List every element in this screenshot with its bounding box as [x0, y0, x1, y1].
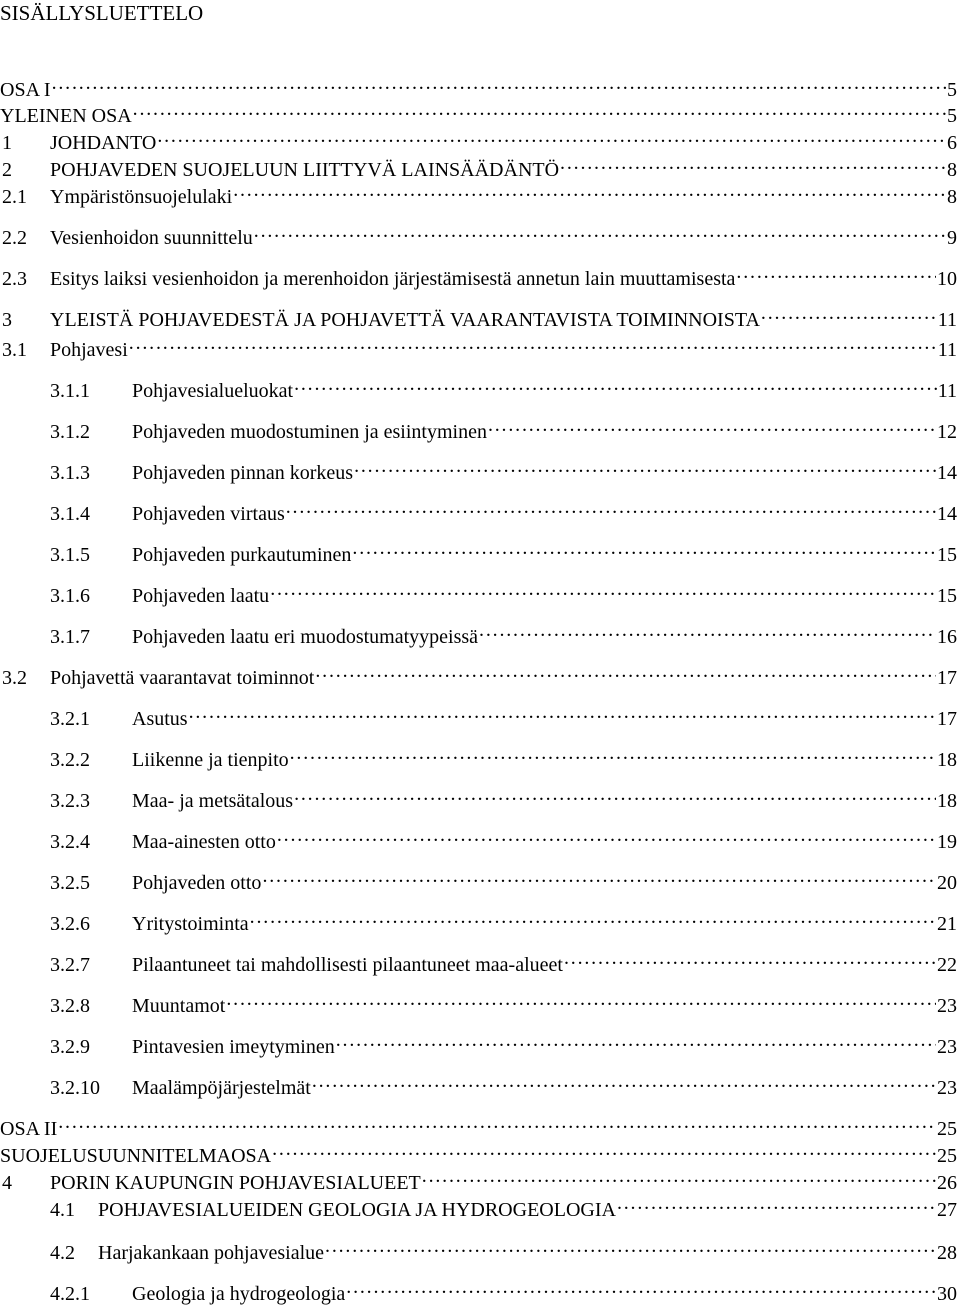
toc-dot-leader — [422, 1163, 936, 1189]
toc-entry-page: 15 — [937, 585, 957, 607]
toc-entry-number: 3.1.5 — [50, 544, 90, 566]
toc-entry-page: 19 — [937, 831, 957, 853]
toc-entry[interactable] — [0, 1027, 957, 1058]
toc-entry-page: 11 — [937, 339, 957, 361]
toc-entry-number: 4.1 — [50, 1199, 75, 1221]
toc-entry-page: 25 — [937, 1145, 957, 1167]
toc-entry[interactable] — [0, 863, 957, 894]
toc-dot-leader — [233, 177, 946, 203]
toc-dot-leader — [315, 658, 936, 684]
toc-entry[interactable] — [0, 699, 957, 730]
toc-entry-title: POHJAVESIALUEIDEN GEOLOGIA JA HYDROGEOLOGIA — [98, 1199, 616, 1221]
toc-entry-number: 3.2.3 — [50, 790, 90, 812]
toc-entry-number: 1 — [2, 132, 12, 154]
toc-dot-leader — [294, 781, 936, 807]
toc-entry-title: Pilaantuneet tai mahdollisesti pilaantuneet maa-alueet — [132, 954, 563, 976]
toc-entry-page: 22 — [937, 954, 957, 976]
toc-entry-page: 26 — [937, 1172, 957, 1194]
toc-dot-leader — [133, 96, 946, 122]
toc-entry-title: Pohjaveden pinnan korkeus — [132, 462, 354, 484]
toc-entry-title: Yritystoiminta — [132, 913, 249, 935]
toc-entry[interactable] — [0, 986, 957, 1017]
toc-entry-number: 3.2.9 — [50, 1036, 90, 1058]
toc-dot-leader — [346, 1274, 936, 1300]
toc-dot-leader — [352, 535, 936, 561]
toc-entry-page: 20 — [937, 872, 957, 894]
toc-entry-title: Pohjavettä vaarantavat toiminnot — [50, 667, 315, 689]
toc-entry-number: 3 — [2, 309, 12, 331]
toc-entry[interactable] — [0, 1163, 957, 1194]
toc-entry-number: 3.2.10 — [50, 1077, 100, 1099]
toc-dot-leader — [617, 1190, 936, 1216]
toc-entry-number: 3.2.5 — [50, 872, 90, 894]
toc-entry-page: 15 — [937, 544, 957, 566]
toc-entry[interactable] — [0, 740, 957, 771]
toc-entry[interactable] — [0, 123, 957, 154]
toc-entry[interactable] — [0, 330, 957, 361]
toc-entry-page: 14 — [937, 503, 957, 525]
toc-entry-title: Pohjaveden otto — [132, 872, 262, 894]
toc-entry[interactable] — [0, 300, 957, 331]
toc-dot-leader — [325, 1233, 936, 1259]
toc-dot-leader — [157, 123, 946, 149]
toc-entry-title: Maa- ja metsätalous — [132, 790, 294, 812]
toc-entry-title: POHJAVEDEN SUOJELUUN LIITTYVÄ LAINSÄÄDÄNTÖ — [50, 159, 560, 181]
toc-dot-leader — [294, 371, 937, 397]
toc-entry-page: 30 — [937, 1283, 957, 1305]
toc-entry-page: 23 — [937, 995, 957, 1017]
toc-entry-title: PORIN KAUPUNGIN POHJAVESIALUEET — [50, 1172, 421, 1194]
toc-title: SISÄLLYSLUETTELO — [0, 1, 204, 25]
toc-dot-leader — [250, 904, 936, 930]
toc-entry-page: 5 — [947, 105, 957, 127]
toc-entry[interactable] — [0, 1274, 957, 1305]
toc-entry-title: Pintavesien imeytyminen — [132, 1036, 335, 1058]
toc-entry-number: 3.2.6 — [50, 913, 90, 935]
toc-entry[interactable] — [0, 1233, 957, 1264]
toc-entry-title: YLEISTÄ POHJAVEDESTÄ JA POHJAVETTÄ VAARANTAVISTA TOIMINNOISTA — [50, 309, 760, 331]
toc-dot-leader — [560, 150, 946, 176]
toc-entry-page: 10 — [937, 268, 957, 290]
toc-entry[interactable] — [0, 177, 957, 208]
toc-entry-number: 3.1.1 — [50, 380, 90, 402]
toc-entry-title: Liikenne ja tienpito — [132, 749, 289, 771]
toc-entry-title: OSA II — [0, 1118, 58, 1140]
toc-entry-page: 21 — [937, 913, 957, 935]
toc-dot-leader — [312, 1068, 936, 1094]
toc-entry-number: 2.1 — [2, 186, 27, 208]
toc-entry[interactable] — [0, 945, 957, 976]
toc-entry-number: 4.2 — [50, 1242, 75, 1264]
toc-dot-leader — [277, 822, 936, 848]
toc-entry-page: 9 — [947, 227, 957, 249]
toc-entry-page: 11 — [937, 309, 957, 331]
toc-entry-page: 18 — [937, 749, 957, 771]
toc-entry-number: 3.2.4 — [50, 831, 90, 853]
toc-entry-title: Esitys laiksi vesienhoidon ja merenhoidon järjestämisestä annetun lain muuttamisesta — [50, 268, 736, 290]
toc-entry[interactable] — [0, 494, 957, 525]
toc-entry-number: 3.1 — [2, 339, 27, 361]
toc-entry[interactable] — [0, 822, 957, 853]
toc-dot-leader — [479, 617, 936, 643]
toc-entry[interactable] — [0, 218, 957, 249]
toc-dot-leader — [336, 1027, 936, 1053]
toc-entry[interactable] — [0, 617, 957, 648]
toc-entry-page: 28 — [937, 1242, 957, 1264]
toc-entry[interactable] — [0, 904, 957, 935]
toc-entry-page: 27 — [937, 1199, 957, 1221]
toc-entry-number: 3.2.7 — [50, 954, 90, 976]
toc-entry[interactable] — [0, 1190, 957, 1221]
toc-dot-leader — [761, 300, 937, 326]
toc-entry-title: SUOJELUSUUNNITELMAOSA — [0, 1145, 272, 1167]
toc-entry-title: Pohjaveden purkautuminen — [132, 544, 352, 566]
toc-entry-number: 3.1.6 — [50, 585, 90, 607]
toc-entry[interactable] — [0, 781, 957, 812]
toc-entry-number: 3.2.2 — [50, 749, 90, 771]
toc-entry-title: Harjakankaan pohjavesialue — [98, 1242, 325, 1264]
toc-entry-title: Vesienhoidon suunnittelu — [50, 227, 253, 249]
toc-entry-title: Muuntamot — [132, 995, 226, 1017]
toc-entry-title: JOHDANTO — [50, 132, 157, 154]
toc-entry-page: 25 — [937, 1118, 957, 1140]
toc-entry-number: 3.1.3 — [50, 462, 90, 484]
toc-entry-title: OSA I — [0, 79, 51, 101]
toc-entry[interactable] — [0, 1136, 957, 1167]
toc-entry-number: 3.2.1 — [50, 708, 90, 730]
toc-entry-title: Asutus — [132, 708, 188, 730]
toc-entry-number: 3.1.2 — [50, 421, 90, 443]
toc-entry-title: Geologia ja hydrogeologia — [132, 1283, 346, 1305]
toc-entry-page: 6 — [947, 132, 957, 154]
toc-entry-number: 3.1.7 — [50, 626, 90, 648]
toc-entry[interactable] — [0, 1068, 957, 1099]
toc-entry-title: Pohjavesi — [50, 339, 128, 361]
toc-entry[interactable] — [0, 658, 957, 689]
toc-dot-leader — [286, 494, 936, 520]
toc-entry[interactable] — [0, 150, 957, 181]
toc-entry[interactable] — [0, 453, 957, 484]
toc-dot-leader — [564, 945, 936, 971]
toc-entry-page: 14 — [937, 462, 957, 484]
toc-entry[interactable] — [0, 535, 957, 566]
toc-entry[interactable] — [0, 412, 957, 443]
toc-dot-leader — [488, 412, 936, 438]
toc-entry[interactable] — [0, 1109, 957, 1140]
toc-dot-leader — [254, 218, 946, 244]
toc-entry-number: 3.1.4 — [50, 503, 90, 525]
toc-entry-page: 16 — [937, 626, 957, 648]
toc-entry-number: 4.2.1 — [50, 1283, 90, 1305]
toc-dot-leader — [272, 1136, 936, 1162]
toc-entry-title: Pohjavesialueluokat — [132, 380, 294, 402]
toc-entry-page: 17 — [937, 708, 957, 730]
toc-entry-number: 3.2.8 — [50, 995, 90, 1017]
toc-dot-leader — [58, 1109, 936, 1135]
toc-entry-title: Maalämpöjärjestelmät — [132, 1077, 311, 1099]
toc-entry-page: 8 — [947, 186, 957, 208]
toc-entry-page: 18 — [937, 790, 957, 812]
toc-entry-title: Pohjaveden muodostuminen ja esiintyminen — [132, 421, 487, 443]
toc-dot-leader — [129, 330, 937, 356]
toc-entry-title: Ympäristönsuojelulaki — [50, 186, 233, 208]
toc-entry-page: 17 — [937, 667, 957, 689]
toc-entry-title: Pohjaveden virtaus — [132, 503, 285, 525]
toc-entry[interactable] — [0, 259, 957, 290]
toc-dot-leader — [52, 70, 946, 96]
toc-dot-leader — [736, 259, 936, 285]
toc-entry-title: Pohjaveden laatu eri muodostumatyypeissä — [132, 626, 479, 648]
toc-entry-page: 12 — [937, 421, 957, 443]
toc-entry[interactable] — [0, 576, 957, 607]
toc-entry-title: YLEINEN OSA — [0, 105, 132, 127]
toc-entry-number: 2 — [2, 159, 12, 181]
toc-entry-number: 4 — [2, 1172, 12, 1194]
toc-entry-page: 5 — [947, 79, 957, 101]
toc-dot-leader — [262, 863, 936, 889]
toc-entry-page: 11 — [937, 380, 957, 402]
toc-entry[interactable] — [0, 371, 957, 402]
toc-dot-leader — [270, 576, 936, 602]
toc-entry-page: 23 — [937, 1036, 957, 1058]
toc-entry-title: Pohjaveden laatu — [132, 585, 270, 607]
toc-entry[interactable] — [0, 96, 957, 127]
toc-entry-page: 23 — [937, 1077, 957, 1099]
toc-dot-leader — [226, 986, 936, 1012]
toc-dot-leader — [290, 740, 936, 766]
toc-entry-number: 3.2 — [2, 667, 27, 689]
toc-entry-number: 2.2 — [2, 227, 27, 249]
toc-entry-number: 2.3 — [2, 268, 27, 290]
toc-dot-leader — [354, 453, 936, 479]
toc-entry[interactable] — [0, 70, 957, 101]
toc-dot-leader — [189, 699, 936, 725]
toc-entry-page: 8 — [947, 159, 957, 181]
toc-entry-title: Maa-ainesten otto — [132, 831, 276, 853]
